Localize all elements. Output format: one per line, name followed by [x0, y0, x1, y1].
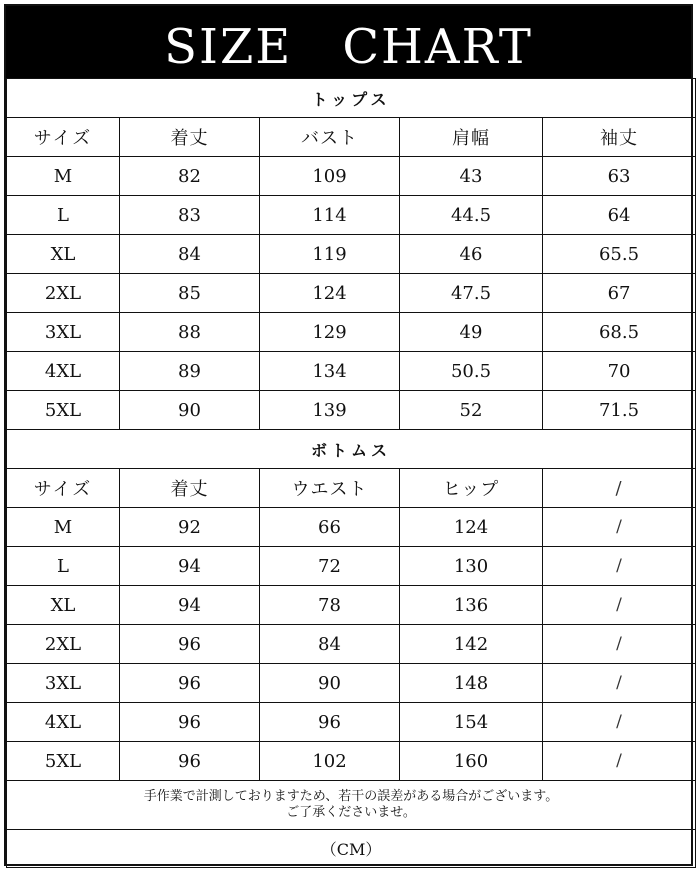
table-cell: 160 [400, 742, 543, 781]
table-cell: 65.5 [543, 235, 696, 274]
table-row [7, 196, 696, 235]
column-header-shoulder: 肩幅 [400, 118, 543, 157]
column-header-size: サイズ [7, 469, 120, 508]
table-cell: 114 [260, 196, 400, 235]
table-cell: 50.5 [400, 352, 543, 391]
size-chart [4, 4, 693, 866]
column-header-waist: ウエスト [260, 469, 400, 508]
size-cell: 3XL [7, 313, 120, 352]
table-cell: 124 [400, 508, 543, 547]
table-cell: 44.5 [400, 196, 543, 235]
table-cell: 43 [400, 157, 543, 196]
table-row [7, 235, 696, 274]
column-header-bust: バスト [260, 118, 400, 157]
table-row [7, 547, 696, 586]
column-header-size: サイズ [7, 118, 120, 157]
table-cell: 96 [260, 703, 400, 742]
table-cell: 102 [260, 742, 400, 781]
column-header-sleeve: 袖丈 [543, 118, 696, 157]
table-cell: 71.5 [543, 391, 696, 430]
table-row [7, 742, 696, 781]
table-cell: 46 [400, 235, 543, 274]
table-cell: 94 [120, 547, 260, 586]
table-cell: 67 [543, 274, 696, 313]
table-cell: 136 [400, 586, 543, 625]
table-cell: 70 [543, 352, 696, 391]
table-cell: 84 [120, 235, 260, 274]
note-line-1: 手作業で計測しておりますため、若干の誤差がある場合がございます。 [143, 789, 559, 804]
table-row [7, 274, 696, 313]
table-cell: / [543, 664, 696, 703]
size-cell: L [7, 196, 120, 235]
column-header-hip: ヒップ [400, 469, 543, 508]
table-cell: 134 [260, 352, 400, 391]
size-cell: 3XL [7, 664, 120, 703]
tops-header-row [7, 118, 696, 157]
table-cell: / [543, 508, 696, 547]
size-table [6, 78, 696, 868]
table-cell: / [543, 742, 696, 781]
table-cell: 96 [120, 625, 260, 664]
table-cell: 82 [120, 157, 260, 196]
size-cell: M [7, 157, 120, 196]
table-cell: 124 [260, 274, 400, 313]
table-row [7, 508, 696, 547]
unit-label: （CM） [7, 830, 696, 868]
table-cell: / [543, 625, 696, 664]
table-cell: 68.5 [543, 313, 696, 352]
table-cell: 63 [543, 157, 696, 196]
table-cell: 52 [400, 391, 543, 430]
table-cell: 88 [120, 313, 260, 352]
table-row [7, 352, 696, 391]
table-cell: 47.5 [400, 274, 543, 313]
table-cell: 85 [120, 274, 260, 313]
table-cell: / [543, 586, 696, 625]
table-row [7, 313, 696, 352]
footer-section [7, 781, 696, 868]
table-cell: 49 [400, 313, 543, 352]
table-cell: 89 [120, 352, 260, 391]
table-cell: 130 [400, 547, 543, 586]
table-cell: 64 [543, 196, 696, 235]
table-row [7, 703, 696, 742]
bottoms-header-row [7, 469, 696, 508]
table-cell: 139 [260, 391, 400, 430]
table-cell: 96 [120, 742, 260, 781]
column-header-length: 着丈 [120, 469, 260, 508]
bottoms-section-label: ボトムス [7, 430, 696, 469]
table-cell: 154 [400, 703, 543, 742]
size-cell: M [7, 508, 120, 547]
tops-section-label: トップス [7, 79, 696, 118]
table-cell: 84 [260, 625, 400, 664]
size-cell: 5XL [7, 742, 120, 781]
table-cell: 66 [260, 508, 400, 547]
bottoms-section [7, 430, 696, 781]
tops-section [7, 79, 696, 430]
table-cell: 119 [260, 235, 400, 274]
table-row [7, 664, 696, 703]
table-row [7, 157, 696, 196]
table-cell: 129 [260, 313, 400, 352]
measurement-note [7, 781, 696, 830]
size-cell: XL [7, 235, 120, 274]
table-cell: 92 [120, 508, 260, 547]
table-row [7, 391, 696, 430]
column-header-empty: / [543, 469, 696, 508]
table-cell: 94 [120, 586, 260, 625]
table-cell: 96 [120, 703, 260, 742]
note-line-2: ご了承くださいませ。 [286, 805, 416, 820]
size-cell: 4XL [7, 703, 120, 742]
size-cell: 2XL [7, 274, 120, 313]
size-cell: L [7, 547, 120, 586]
table-cell: 96 [120, 664, 260, 703]
table-cell: 142 [400, 625, 543, 664]
table-cell: 83 [120, 196, 260, 235]
size-cell: 2XL [7, 625, 120, 664]
table-cell: 109 [260, 157, 400, 196]
column-header-length: 着丈 [120, 118, 260, 157]
size-cell: 5XL [7, 391, 120, 430]
size-cell: XL [7, 586, 120, 625]
size-cell: 4XL [7, 352, 120, 391]
table-cell: 90 [260, 664, 400, 703]
chart-title: SIZE CHART [6, 6, 691, 78]
table-cell: / [543, 547, 696, 586]
table-row [7, 625, 696, 664]
table-cell: 78 [260, 586, 400, 625]
table-cell: 90 [120, 391, 260, 430]
table-cell: 148 [400, 664, 543, 703]
table-cell: / [543, 703, 696, 742]
table-cell: 72 [260, 547, 400, 586]
table-row [7, 586, 696, 625]
